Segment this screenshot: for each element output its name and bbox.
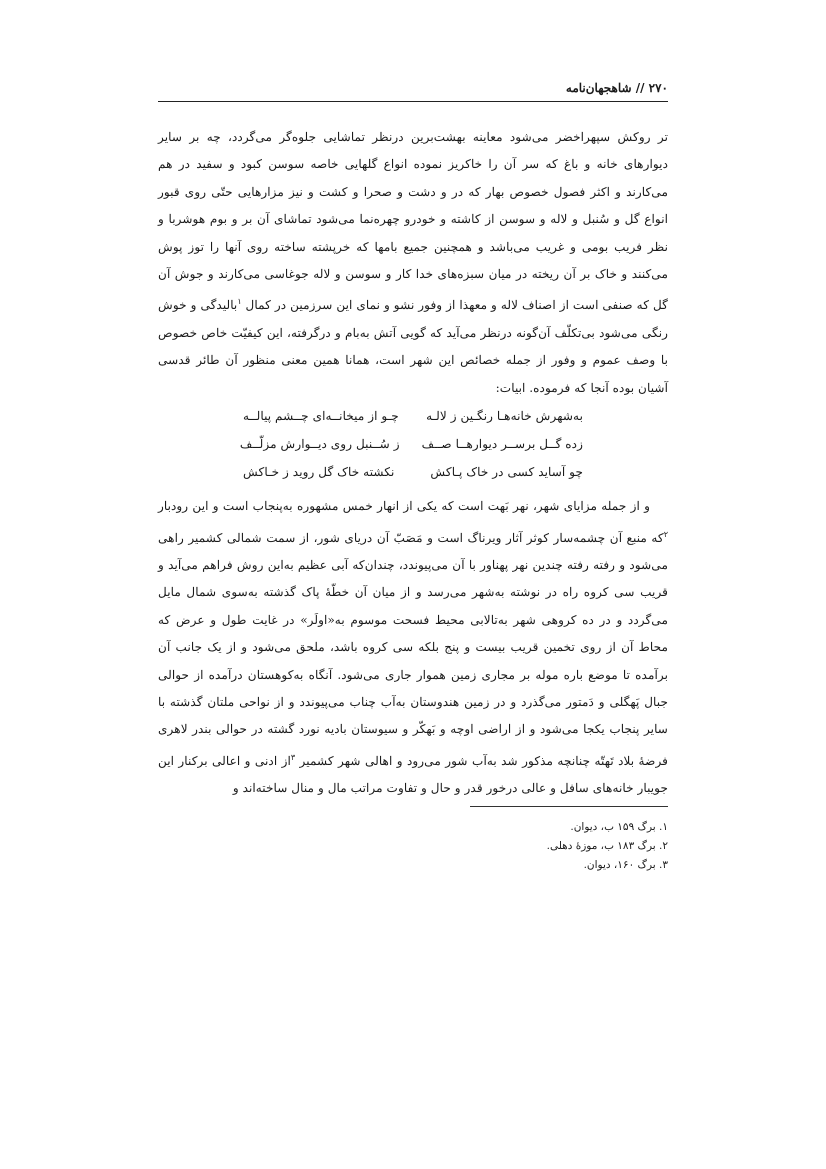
body-text xyxy=(158,124,668,803)
paragraph-2-text-b: که منبع آن چشمه‌سار کوثر آثار ویرناگ است و مَصَبّ آن دریای شور، از سمت شمالی کشمیر راهی می‌شود و رفته رفته چندین نهر پهناور با آن می‌پیوندد، چندان‌که آبی عظیم به‌این روش فراهم می‌آید و قریب سی کروه راه در نوشته به‌شهر می‌رسد و از میان آن خطّهٔ پاک گذشته به‌سوی شمال مایل می‌گردد و در ده کروهی شهر به‌تالابی محیط فسحت موسوم به«اولَر» در غایت طول و عرض که محاط آن از روی تخمین قریب بیست و پنج بلکه سی کروه باشد، ملحق می‌شود و از یک جانب آن برآمده تا موضع باره موله بر مجاری زمین هموار جاری می‌شود. آنگاه به‌کوهستان درآمده از حوالی جبال پَهگلی و دَمتور می‌گذرد و در زمین هندوستان به‌آب چناب می‌پیوندد و از نواحی ملتان گذشته با سایر پنجاب یکجا می‌شود و از اراضی اوچه و بَهکّر و سیوستان بادیه نورد گشته در حوالی بندر لاهری فرضهٔ بلاد تَهتّه چنانچه مذکور شد به‌آب شور می‌رود و اهالی شهر کشمیر xyxy=(158,530,668,768)
poem-verses xyxy=(239,402,583,486)
verse-3-left-hemistich: نکشته خاک گل روید ز خـاکش xyxy=(243,465,395,480)
paragraph-2-text-c: از ادنی و اعالی برکنار این جویبار خانه‌های سافل و عالی درخور قدر و حال و تفاوت مراتب مال و منال ساخته‌اند و xyxy=(158,753,668,796)
verse-2-left-hemistich: ز سُــنبل روی دیــوارش مزلّــف xyxy=(239,437,400,452)
verse-2-right-hemistich: زده گــل برســر دیوارهــا صــف xyxy=(421,437,583,452)
header-rule xyxy=(158,101,668,102)
running-header: ۲۷۰ // شاهجهان‌نامه xyxy=(565,81,668,95)
verse-1 xyxy=(243,402,583,430)
footnote-mark-3[interactable]: ۳ xyxy=(290,752,296,762)
paragraph-1 xyxy=(158,124,668,402)
verse-2 xyxy=(239,430,583,458)
verse-3-right-hemistich: چو آساید کسی در خاک پـاکش xyxy=(430,465,583,480)
footnote-rule xyxy=(470,806,668,807)
footnote-mark-2[interactable]: ۲ xyxy=(663,529,668,539)
paragraph-2 xyxy=(158,493,668,803)
footnotes xyxy=(368,818,668,875)
paragraph-1-continued: بالیدگی و خوش رنگی می‌شود بی‌تکلّف آن‌گونه درنظر می‌آید که گویی آتش به‌بام و درگرفته، این کیفیّت خاص خصوص با وصف عموم و وفور از جمله خصائص این شهر است، همانا همین معنی منظور آن طائر قدسی آشیان بوده آنجا که فرموده. ابیات: xyxy=(158,298,668,395)
footnote-3: ۳. برگ ۱۶۰، دیوان. xyxy=(583,859,668,871)
footnote-mark-1[interactable]: ۱ xyxy=(237,297,242,307)
footnote-1: ۱. برگ ۱۵۹ ب، دیوان. xyxy=(570,821,668,833)
paragraph-2-text-a: و از جمله مزایای شهر، نهر بَهت است که یکی از انهار خمس مشهوره به‌پنجاب است و این رودبار xyxy=(158,499,650,514)
footnote-2: ۲. برگ ۱۸۳ ب، موزهٔ دهلی. xyxy=(546,840,668,852)
paragraph-1-text: تر روکش سپهراخضر می‌شود معاینه بهشت‌برین درنظر تماشایی جلوه‌گر می‌گردد، چه بر سایر دیوارهای خانه و باغ که سر آن را خاکریز نموده انواع گلهایی خاصه سوسن کبود و سفید در هم می‌کارند و اکثر فصول خصوص بهار که در و دشت و صحرا و کشت و نیز مزارهایی حتّی روی قبور انواع گل و سُنبل و لاله و سوسن از کاشته و خودرو چهره‌نما می‌شود تماشای آن بر و بوم هوشربا و نظر فریب بومی و غریب می‌باشد و همچنین جمیع بامها که خرپشته ساخته روی آنها را توز پوش می‌کنند و خاک بر آن ریخته در میان سبزه‌های خدا کار و سوسن و لاله جوغاسی می‌کارند و جوش آن گل که صنفی است از اصناف لاله و معهذا از وفور نشو و نمای این سرزمین در کمال xyxy=(158,130,668,313)
verse-3 xyxy=(243,458,583,486)
verse-1-right-hemistich: به‌شهرش خانه‌هـا رنگـین ز لالـه xyxy=(426,409,583,424)
verse-1-left-hemistich: چـو از میخانــه‌ای چــشم پیالــه xyxy=(243,409,399,424)
